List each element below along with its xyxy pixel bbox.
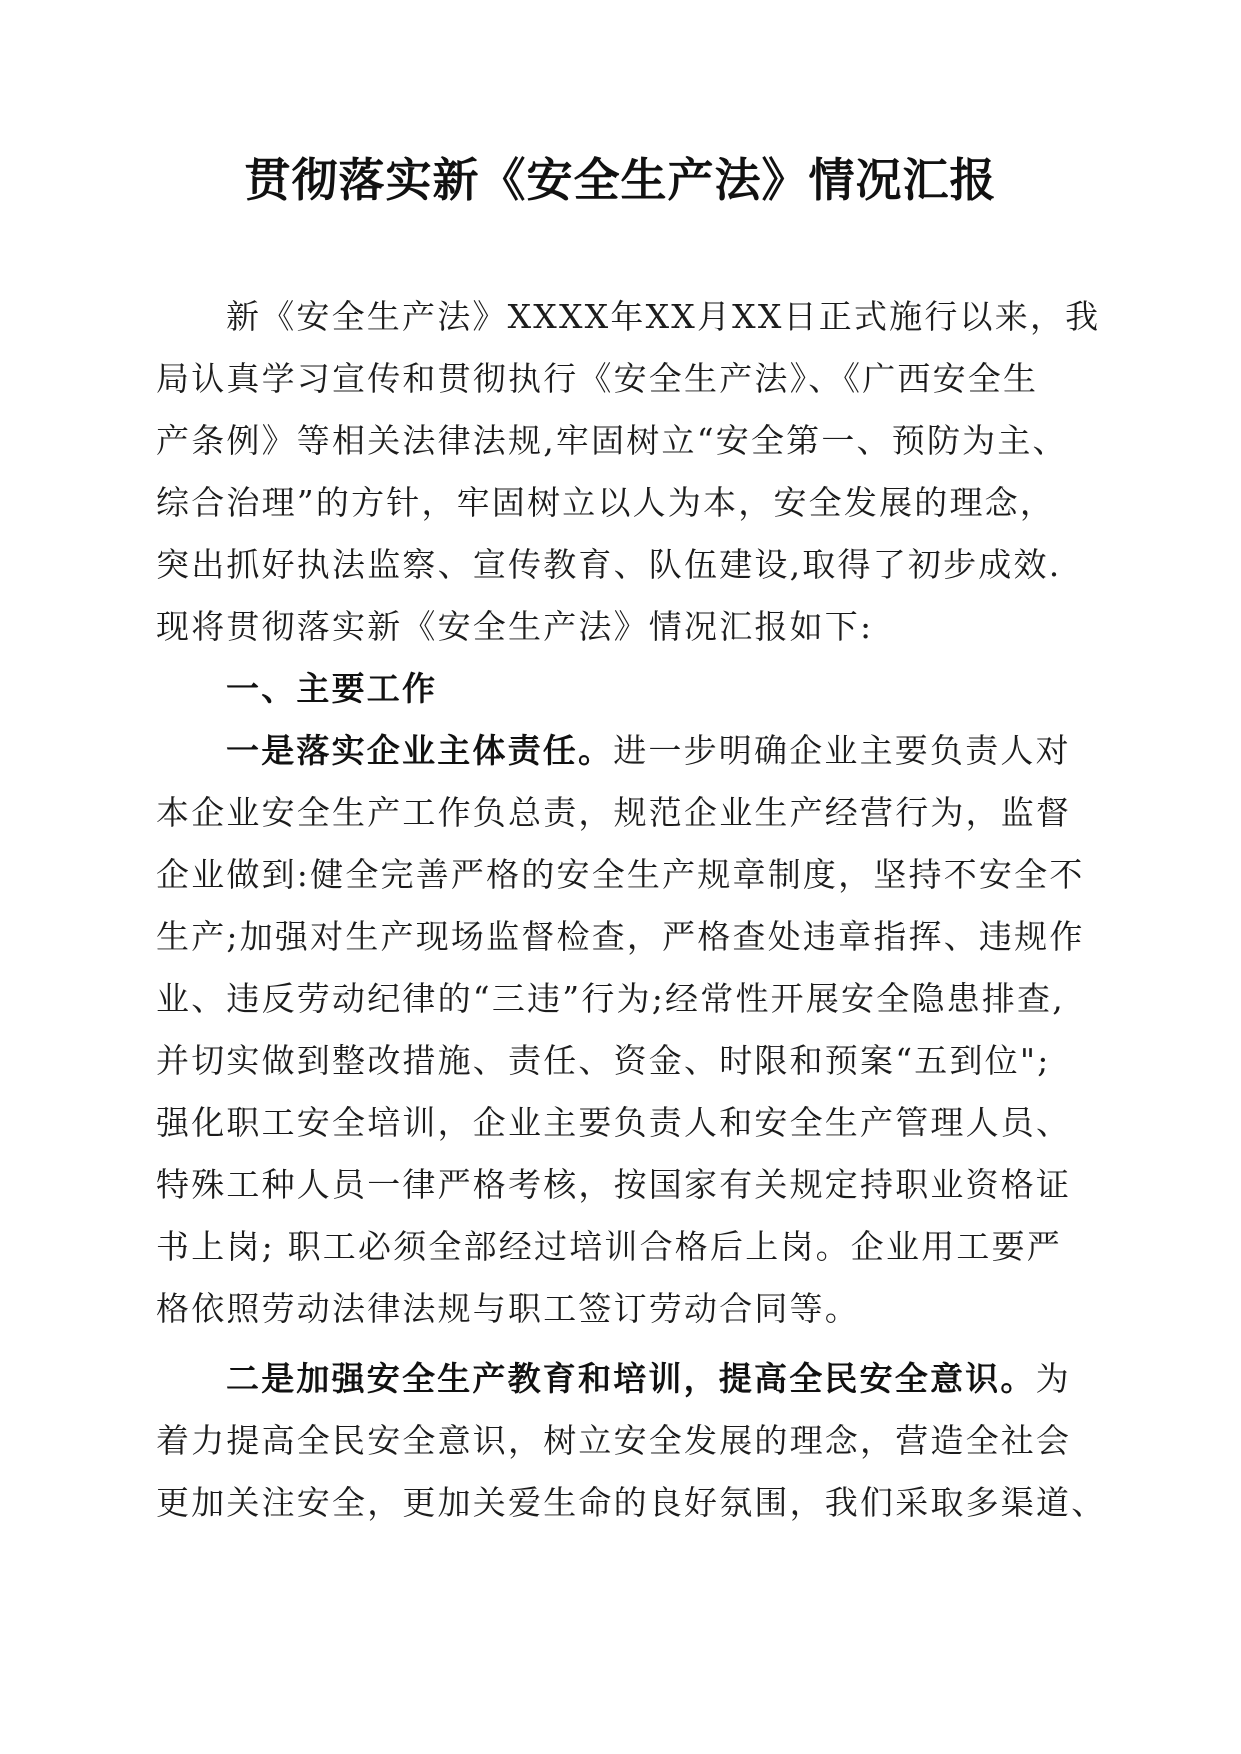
document-body (156, 286, 1107, 1534)
intro-line: 现将贯彻落实新《安全生产法》情况汇报如下: (156, 607, 874, 646)
document-title: 贯彻落实新《安全生产法》情况汇报 (244, 153, 997, 207)
item1-line: 本企业安全生产工作负总责，规范企业生产经营行为，监督 (156, 793, 1072, 832)
item1-line: 业、违反劳动纪律的“三违”行为;经常性开展安全隐患排查, (156, 979, 1065, 1018)
item1-line: 企业做到:健全完善严格的安全生产规章制度，坚持不安全不 (156, 855, 1085, 894)
item1-first-line-rest: 进一步明确企业主要负责人对 (613, 731, 1071, 770)
item1-line: 特殊工种人员一律严格考核，按国家有关规定持职业资格证 (156, 1165, 1072, 1204)
item1-line: 书上岗; 职工必须全部经过培训合格后上岗。企业用工要严 (156, 1227, 1063, 1266)
intro-line: 突出抓好执法监察、宣传教育、队伍建设,取得了初步成效. (156, 545, 1062, 584)
intro-line: 产条例》等相关法律法规,牢固树立“安全第一、预防为主、 (156, 421, 1068, 460)
item1-lead: 一是落实企业主体责任。 (226, 731, 614, 770)
item2-lead: 二是加强安全生产教育和培训，提高全民安全意识。 (226, 1359, 1036, 1398)
paragraph-gap (156, 1340, 1086, 1348)
item2-line: 着力提高全民安全意识，树立安全发展的理念，营造全社会 (156, 1421, 1072, 1460)
item1-line: 格依照劳动法律法规与职工签订劳动合同等。 (156, 1289, 860, 1328)
item2-first-line (156, 1348, 1086, 1410)
item1-line: 并切实做到整改措施、责任、资金、时限和预案“五到位"; (156, 1041, 1051, 1080)
item2-first-line-rest: 为 (1035, 1359, 1071, 1398)
item1-line: 生产;加强对生产现场监督检查，严格查处违章指挥、违规作 (156, 917, 1085, 956)
intro-line: 新《安全生产法》XXXX年XX月XX日正式施行以来，我 (226, 297, 1101, 336)
item1-line: 强化职工安全培训，企业主要负责人和安全生产管理人员、 (156, 1103, 1072, 1142)
section-heading: 一、主要工作 (226, 669, 438, 708)
item1-first-line (156, 720, 1086, 782)
intro-line: 局认真学习宣传和贯彻执行《安全生产法》、《广西安全生 (156, 359, 1039, 398)
item2-line: 更加关注安全，更加关爱生命的良好氛围，我们采取多渠道、 (156, 1483, 1107, 1522)
intro-line: 综合治理”的方针，牢固树立以人为本，安全发展的理念， (156, 483, 1056, 522)
